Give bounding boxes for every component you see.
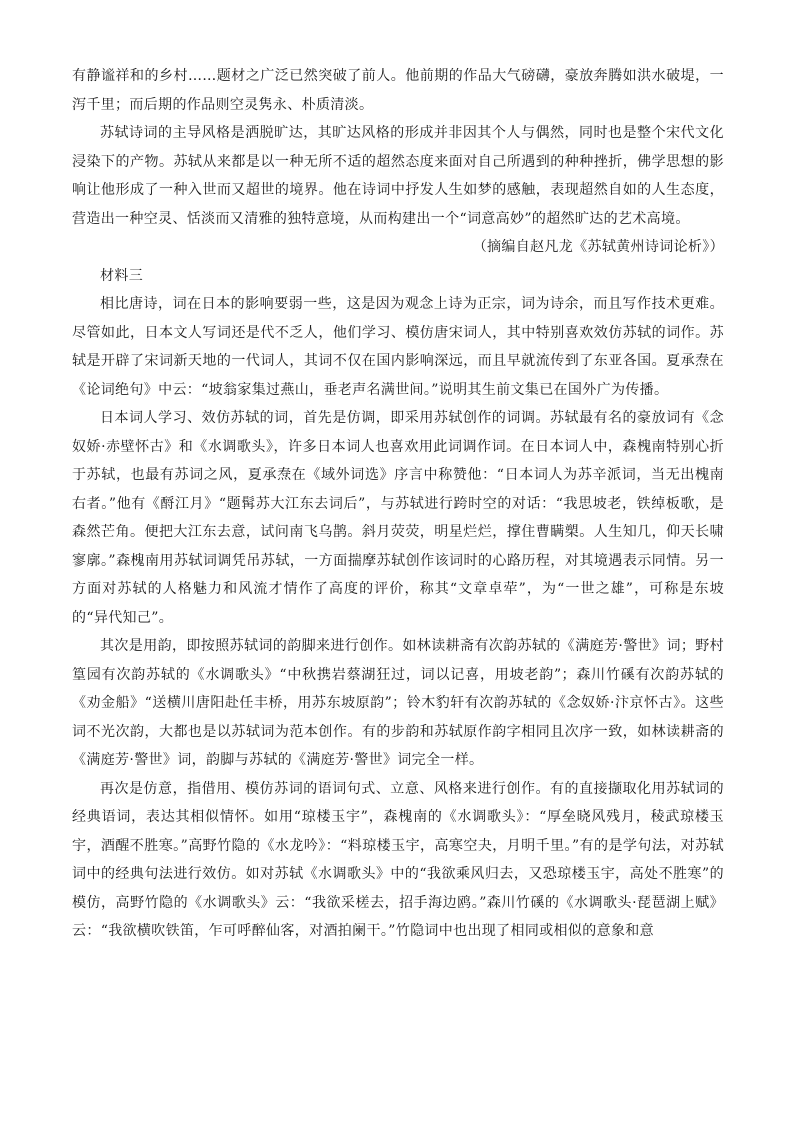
paragraph-continuation: 有静谧祥和的乡村……题材之广泛已然突破了前人。他前期的作品大气磅礴，豪放奔腾如洪水破堤，一泻千里；而后期的作品则空灵隽永、朴质清淡。 xyxy=(72,68,724,113)
paragraph-imitate-meaning: 再次是仿意，指借用、模仿苏词的语词句式、立意、风格来进行创作。有的直接撷取化用苏轼词的经典语词，表达其相似情怀。如用“琼楼玉宇”，森槐南的《水调歌头》：“厚垒晓风残月，稜武琼楼玉宇，酒醒不胜寒。”高野竹隐的《水龙吟》：“料琼楼玉宇，高寒空夬，月明千里。”有的是学句法，对苏轼词中的经典句法进行效仿。如对苏轼《水调歌头》中的“我欲乘风归去，又恐琼楼玉宇，高处不胜寒”的模仿，高野竹隐的《水调歌头》云：“我欲采槎去，招手海边鸥。”森川竹磎的《水调歌头·琵琶湖上赋》云：“我欲横吹铁笛，乍可呼醉仙客，对酒拍阑干。”竹隐词中也出现了相同或相似的意象和意 xyxy=(72,780,724,939)
paragraph-use-rhyme: 其次是用韵，即按照苏轼词的韵脚来进行创作。如林读耕斋有次韵苏轼的《满庭芳·警世》词；野村篁园有次韵苏轼的《水调歌头》“中秋携岩蔡湖狂过，词以记喜，用坡老韵”；森川竹磎有次韵苏轼的《劝金船》“送横川唐阳赴任丰桥，用苏东坡原韵”；铃木豹轩有次韵苏轼的《念奴娇·汴京怀古》。这些词不光次韵，大都也是以苏轼词为范本创作。有的步韵和苏轼原作韵字相同且次序一致，如林读耕斋的《满庭芳·警世》词，韵脚与苏轼的《满庭芳·警世》词完全一样。 xyxy=(72,638,724,768)
source-attribution: （摘编自赵凡龙《苏轼黄州诗词论析》） xyxy=(472,239,724,255)
paragraph-su-shi-style: 苏轼诗词的主导风格是洒脱旷达，其旷达风格的形成并非因其个人与偶然，同时也是整个宋代文化浸染下的产物。苏轼从来都是以一种无所不适的超然态度来面对自己所遇到的种种挫折，佛学思想的影响让他形成了一种入世而又超世的境界。他在诗词中抒发人生如梦的感触，表现超然自如的人生态度，营造出一种空灵、恬淡而又清雅的独特意境，从而构建出一个“词意高妙”的超然旷达的艺术高境。 xyxy=(72,125,724,227)
paragraph-japan-influence: 相比唐诗，词在日本的影响要弱一些，这是因为观念上诗为正宗，词为诗余，而且写作技术更难。尽管如此，日本文人写词还是代不乏人，他们学习、模仿唐宋词人，其中特别喜欢效仿苏轼的词作。苏轼是开辟了宋词新天地的一代词人，其词不仅在国内影响深远，而且早就流传到了东亚各国。夏承焘在《论词绝句》中云：“坡翁家集过燕山，垂老声名满世间。”说明其生前文集已在国外广为传播。 xyxy=(72,296,724,398)
paragraph-imitate-tune: 日本词人学习、效仿苏轼的词，首先是仿调，即采用苏轼创作的词调。苏轼最有名的豪放词有《念奴娇·赤壁怀古》和《水调歌头》，许多日本词人也喜欢用此词调作词。在日本词人中，森槐南特别心折于苏轼，也最有苏词之风，夏承焘在《域外词选》序言中称赞他：“日本词人为苏辛派词，当无出槐南右者。”他有《酹江月》“题髯苏大江东去词后”，与苏轼进行跨时空的对话：“我思坡老，铁绰板歌，是森然芒角。便把大江东去意，试问南飞乌鹊。斜月荧荧，明星烂烂，撑住曹瞒槊。人生知几，仰天长啸寥廓。”森槐南用苏轼词调凭吊苏轼，一方面揣摩苏轼创作该词时的心路历程，对其境遇表示同情。另一方面对苏轼的人格魅力和风流才情作了高度的评价，称其“文章卓荦”，为“一世之雄”，可称是东坡的“异代知己”。 xyxy=(72,410,724,626)
section-heading: 材料三 xyxy=(100,267,144,284)
